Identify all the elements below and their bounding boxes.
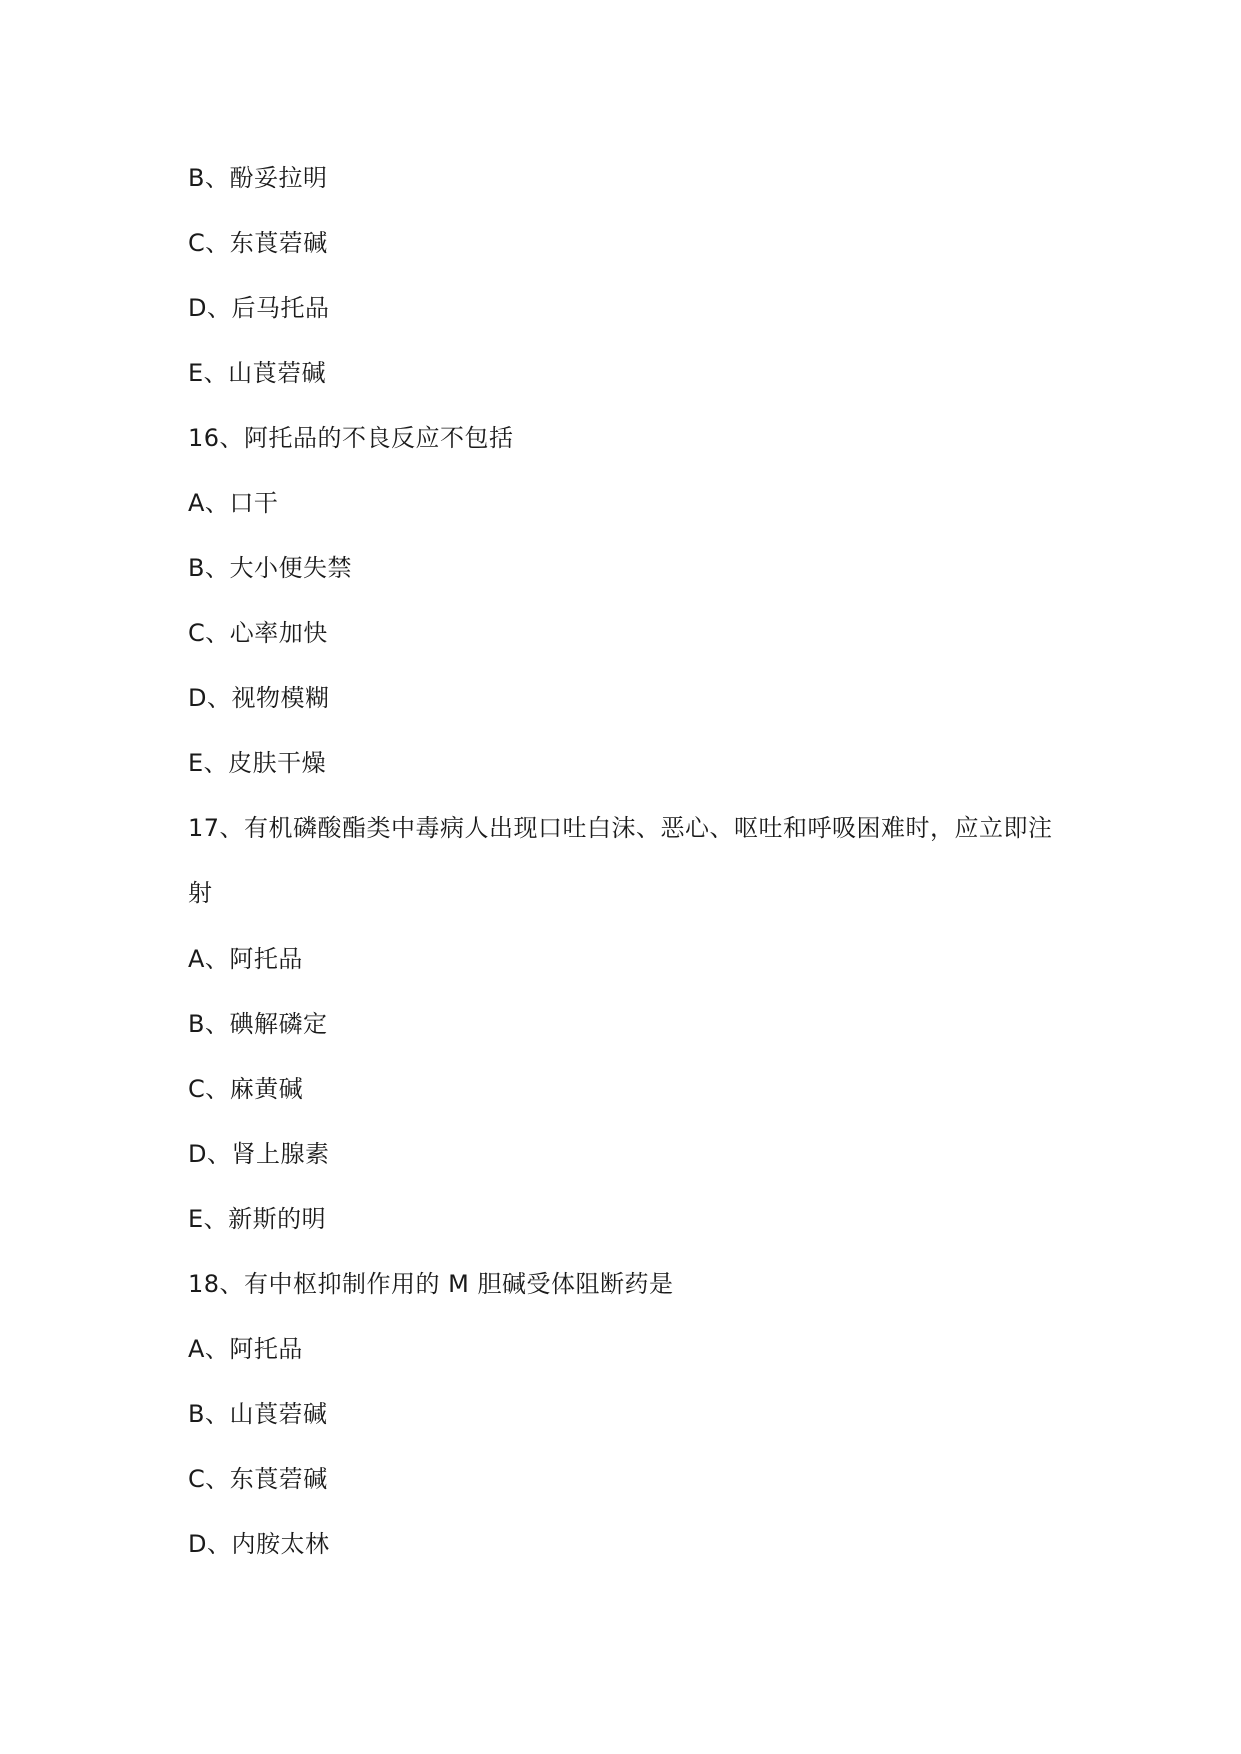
question-16: 16、阿托品的不良反应不包括: [188, 424, 514, 452]
option-c-scopolamine-2: C、东莨菪碱: [188, 1465, 328, 1493]
option-e-neostigmine: E、新斯的明: [188, 1205, 327, 1233]
option-b-pralidoxime-iodide: B、碘解磷定: [188, 1010, 328, 1038]
option-c-scopolamine: C、东莨菪碱: [188, 229, 328, 257]
option-d-propantheline: D、内胺太林: [188, 1530, 330, 1558]
option-b-incontinence: B、大小便失禁: [188, 554, 352, 582]
question-list: [188, 163, 1068, 1594]
option-d-homatropine: D、后马托品: [188, 294, 330, 322]
option-a-dry-mouth: A、口干: [188, 489, 279, 517]
option-b-anisodamine-2: B、山莨菪碱: [188, 1400, 328, 1428]
option-e-dry-skin: E、皮肤干燥: [188, 749, 327, 777]
option-a-atropine: A、阿托品: [188, 945, 303, 973]
question-17: 17、有机磷酸酯类中毒病人出现口吐白沫、恶心、呕吐和呼吸困难时，应立即注射: [188, 814, 1053, 907]
question-18: 18、有中枢抑制作用的 M 胆碱受体阻断药是: [188, 1270, 674, 1298]
option-d-blurred-vision: D、视物模糊: [188, 684, 330, 712]
option-c-ephedrine: C、麻黄碱: [188, 1075, 304, 1103]
option-e-anisodamine: E、山莨菪碱: [188, 359, 327, 387]
option-c-tachycardia: C、心率加快: [188, 619, 328, 647]
option-b-phentolamine: B、酚妥拉明: [188, 164, 328, 192]
option-a-atropine-2: A、阿托品: [188, 1335, 303, 1363]
option-d-epinephrine: D、肾上腺素: [188, 1140, 330, 1168]
